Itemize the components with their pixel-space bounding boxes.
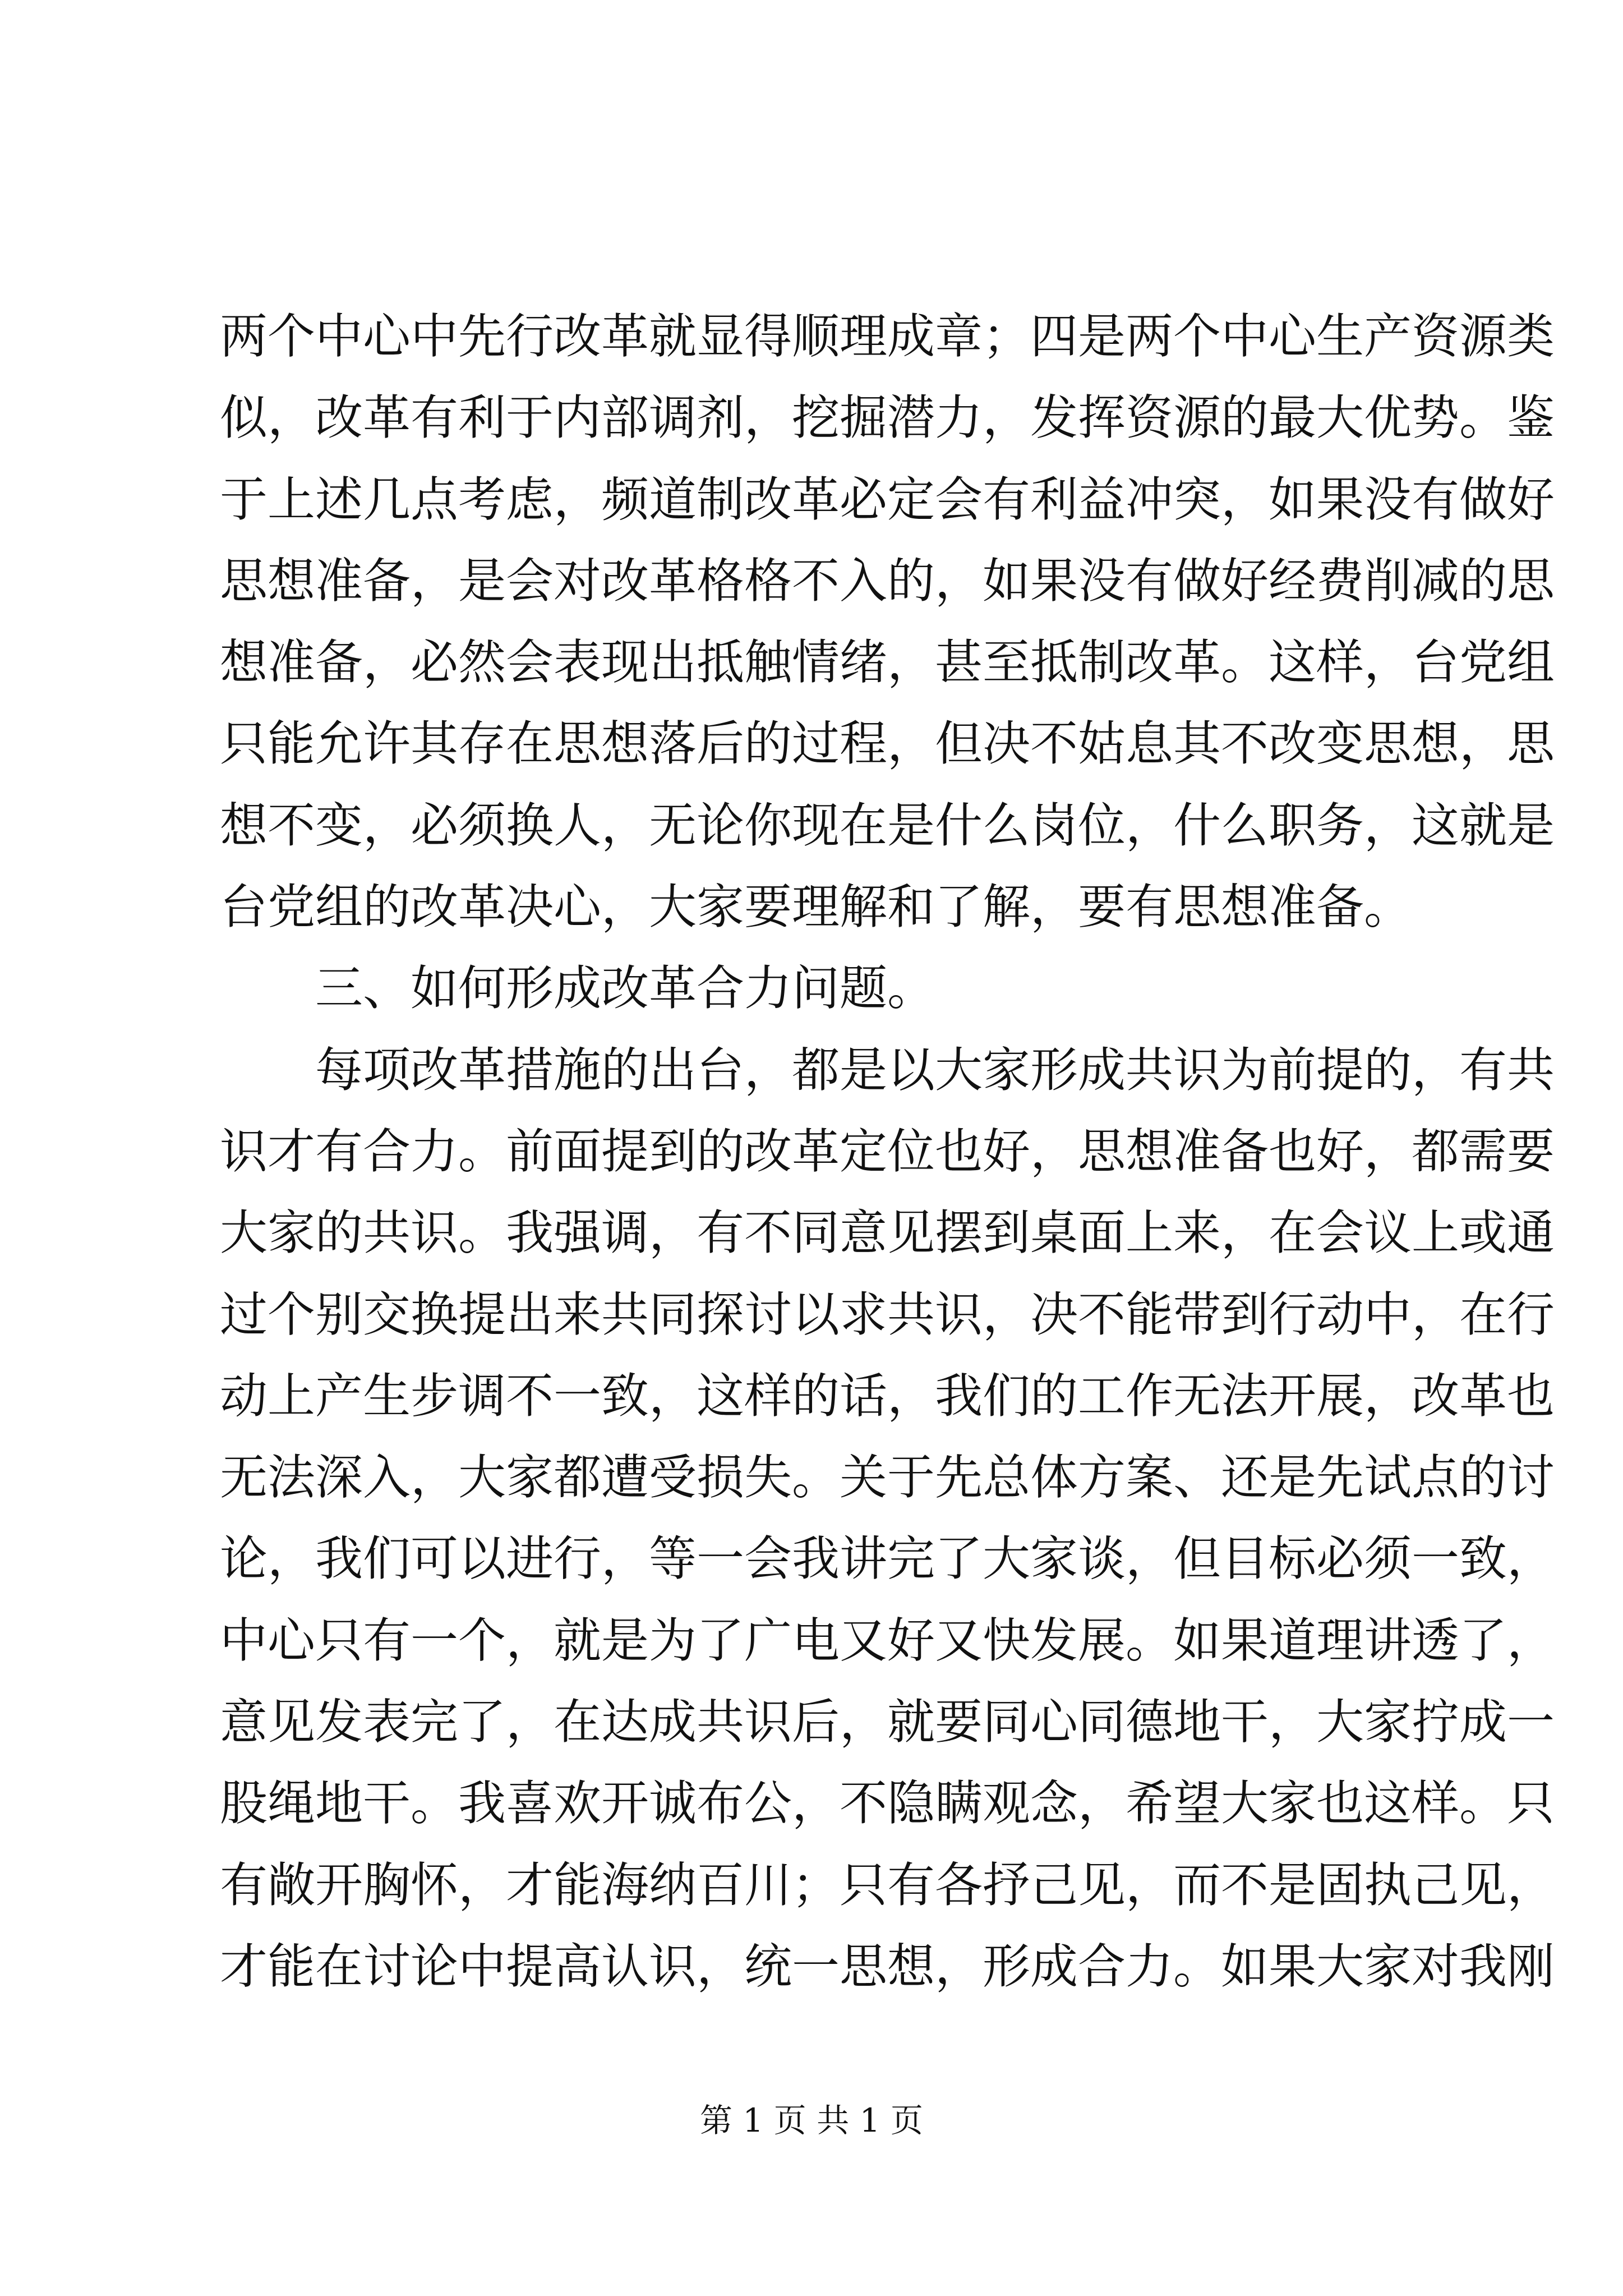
text-line: 意见发表完了，在达成共识后，就要同心同德地干，大家拧成一 [220, 1695, 1555, 1751]
text-line: 股绳地干。我喜欢开诚布公，不隐瞒观念，希望大家也这样。只 [220, 1776, 1555, 1832]
text-line: 每项改革措施的出台，都是以大家形成共识为前提的，有共 [315, 1042, 1555, 1098]
section-heading: 三、如何形成改革合力问题。 [315, 961, 935, 1017]
text-line: 识才有合力。前面提到的改革定位也好，思想准备也好，都需要 [220, 1124, 1555, 1180]
text-line: 才能在讨论中提高认识，统一思想，形成合力。如果大家对我刚 [220, 1939, 1555, 1995]
text-line: 于上述几点考虑，频道制改革必定会有利益冲突，如果没有做好 [220, 472, 1555, 528]
page-number-label: 第 1 页 共 1 页 [700, 2101, 923, 2139]
text-line: 思想准备，是会对改革格格不入的，如果没有做好经费削减的思 [220, 553, 1555, 609]
text-line: 想不变，必须换人，无论你现在是什么岗位，什么职务，这就是 [220, 798, 1555, 854]
text-line: 有敞开胸怀，才能海纳百川；只有各抒己见，而不是固执己见， [220, 1857, 1555, 1913]
text-line: 台党组的改革决心，大家要理解和了解，要有思想准备。 [220, 880, 1412, 936]
text-line: 过个别交换提出来共同探讨以求共识，决不能带到行动中，在行 [220, 1287, 1555, 1343]
text-line: 论，我们可以进行，等一会我讲完了大家谈，但目标必须一致， [220, 1531, 1555, 1588]
document-body [220, 296, 1555, 2008]
page-footer [0, 2098, 1623, 2143]
text-line: 只能允许其存在思想落后的过程，但决不姑息其不改变思想，思 [220, 716, 1555, 772]
text-line: 似，改革有利于内部调剂，挖掘潜力，发挥资源的最大优势。鉴 [220, 390, 1555, 447]
text-line: 想准备，必然会表现出抵触情绪，甚至抵制改革。这样，台党组 [220, 635, 1555, 691]
text-line: 动上产生步调不一致，这样的话，我们的工作无法开展，改革也 [220, 1368, 1555, 1424]
text-line: 大家的共识。我强调，有不同意见摆到桌面上来，在会议上或通 [220, 1205, 1555, 1262]
text-line: 无法深入，大家都遭受损失。关于先总体方案、还是先试点的讨 [220, 1450, 1555, 1506]
text-line: 中心只有一个，就是为了广电又好又快发展。如果道理讲透了， [220, 1613, 1555, 1669]
text-line: 两个中心中先行改革就显得顺理成章；四是两个中心生产资源类 [220, 309, 1555, 365]
